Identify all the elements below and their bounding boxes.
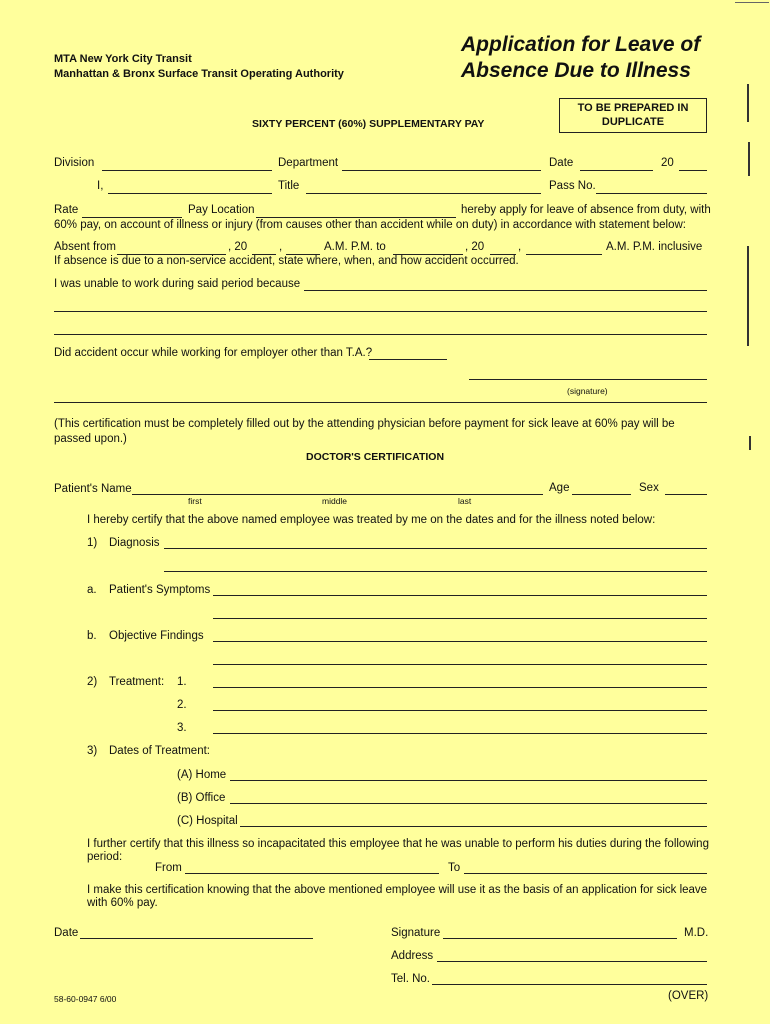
tel-field[interactable] [432, 984, 707, 985]
statement-text: 60% pay, on account of illness or injury (from causes other than accident while on duty) in accordance with statement below: [54, 219, 686, 231]
form-title-line2: Absence Due to Illness [461, 59, 691, 82]
treatment-3-field[interactable] [213, 733, 707, 734]
office-field[interactable] [230, 803, 707, 804]
absent-from-label: Absent from [54, 241, 116, 253]
edge-mark-1 [747, 84, 749, 122]
first-caption: first [188, 496, 202, 506]
section-divider [54, 402, 707, 403]
to-label: To [448, 862, 461, 874]
symptoms-field-1[interactable] [213, 595, 707, 596]
edge-mark-2 [748, 142, 750, 176]
pay-location-label: Pay Location [188, 204, 255, 216]
home-field[interactable] [230, 780, 707, 781]
org-subname: Manhattan & Bronx Surface Transit Operating Authority [54, 68, 344, 80]
rate-label: Rate [54, 204, 79, 216]
name-field[interactable] [108, 193, 272, 194]
accident-answer-field[interactable] [369, 359, 447, 360]
absent-comma: , [279, 241, 283, 253]
dates-number: 3) [87, 745, 98, 757]
address-field[interactable] [437, 961, 707, 962]
symptoms-letter: a. [87, 584, 97, 596]
sixty-percent-heading: SIXTY PERCENT (60%) SUPPLEMENTARY PAY [252, 118, 485, 130]
middle-caption: middle [322, 496, 348, 506]
signature-caption: (signature) [567, 386, 608, 396]
treatment-label: Treatment: [109, 676, 165, 688]
patient-name-field[interactable] [132, 494, 543, 495]
treatment-3-number: 3. [177, 722, 187, 734]
top-edge-mark [735, 2, 769, 3]
address-label: Address [391, 950, 434, 962]
duplicate-box-line2: DUPLICATE [601, 116, 665, 128]
division-label: Division [54, 157, 95, 169]
employee-signature-field[interactable] [469, 379, 707, 380]
i-label: I, [97, 180, 104, 192]
division-field[interactable] [102, 170, 272, 171]
sex-field[interactable] [665, 494, 707, 495]
findings-field-1[interactable] [213, 641, 707, 642]
symptoms-field-2[interactable] [213, 618, 707, 619]
treatment-2-field[interactable] [213, 710, 707, 711]
edge-mark-4 [749, 436, 751, 450]
age-label: Age [549, 482, 570, 494]
form-title-line1: Application for Leave of [461, 33, 701, 56]
year-field[interactable] [679, 170, 707, 171]
diagnosis-field-1[interactable] [164, 548, 707, 549]
pass-no-field[interactable] [596, 193, 707, 194]
to-field[interactable] [464, 873, 707, 874]
absent-to-comma: , [518, 241, 522, 253]
diagnosis-number: 1) [87, 537, 98, 549]
year-prefix: 20 [661, 157, 674, 169]
non-service-text: If absence is due to a non-service accident, state where, when, and how accident occurred. [54, 255, 519, 267]
pay-location-field[interactable] [256, 217, 456, 218]
make-cert-text: I make this certification knowing that the above mentioned employee will use it as the basis of an application for sick leave with 60% pay. [87, 884, 708, 909]
doctor-signature-field[interactable] [443, 938, 677, 939]
home-label: (A) Home [177, 769, 227, 781]
age-field[interactable] [572, 494, 631, 495]
unable-field-2[interactable] [54, 311, 707, 312]
unable-field-1[interactable] [304, 290, 707, 291]
md-label: M.D. [684, 927, 709, 939]
accident-question: Did accident occur while working for employer other than T.A.? [54, 347, 373, 359]
absent-to-time-field[interactable] [526, 254, 602, 255]
certification-note: (This certification must be completely filled out by the attending physician before payment for sick leave at 60% pay will be passed upon.) [54, 418, 675, 445]
rate-field[interactable] [82, 217, 182, 218]
treatment-1-number: 1. [177, 676, 187, 688]
department-field[interactable] [342, 170, 541, 171]
org-name: MTA New York City Transit [54, 53, 192, 65]
dates-label: Dates of Treatment: [109, 745, 210, 757]
am-pm-to: A.M. P.M. to [324, 241, 386, 253]
doctor-date-label: Date [54, 927, 79, 939]
patient-name-label: Patient's Name [54, 483, 132, 495]
findings-letter: b. [87, 630, 97, 642]
edge-mark-3 [747, 246, 749, 346]
diagnosis-label: Diagnosis [109, 537, 160, 549]
further-certify-text: I further certify that this illness so incapacitated this employee that he was unable to perform his duties during the following period: [87, 838, 709, 863]
date-label: Date [549, 157, 574, 169]
over-label: (OVER) [668, 990, 709, 1002]
form-number: 58-60-0947 6/00 [54, 994, 117, 1004]
treatment-1-field[interactable] [213, 687, 707, 688]
treatment-2-number: 2. [177, 699, 187, 711]
unable-label: I was unable to work during said period because [54, 278, 301, 290]
hereby-text: hereby apply for leave of absence from duty, with [461, 204, 711, 216]
pass-no-label: Pass No. [549, 180, 596, 192]
last-caption: last [458, 496, 472, 506]
duplicate-box-line1: TO BE PREPARED IN [577, 102, 689, 114]
unable-field-3[interactable] [54, 334, 707, 335]
department-label: Department [278, 157, 339, 169]
certify-text: I hereby certify that the above named employee was treated by me on the dates and for the illness noted below: [87, 514, 656, 526]
tel-label: Tel. No. [391, 973, 430, 985]
treatment-number: 2) [87, 676, 98, 688]
duplicate-box [559, 98, 707, 133]
office-label: (B) Office [177, 792, 226, 804]
absent-to-year: , 20 [465, 241, 485, 253]
findings-field-2[interactable] [213, 664, 707, 665]
absent-from-year: , 20 [228, 241, 248, 253]
hospital-field[interactable] [240, 826, 707, 827]
doctor-signature-label: Signature [391, 927, 441, 939]
hospital-label: (C) Hospital [177, 815, 238, 827]
sex-label: Sex [639, 482, 659, 494]
from-label: From [155, 862, 182, 874]
symptoms-label: Patient's Symptoms [109, 584, 211, 596]
title-label: Title [278, 180, 300, 192]
date-field[interactable] [580, 170, 653, 171]
diagnosis-field-2[interactable] [164, 571, 707, 572]
findings-label: Objective Findings [109, 630, 204, 642]
title-field[interactable] [306, 193, 541, 194]
doctor-cert-heading: DOCTOR'S CERTIFICATION [306, 451, 445, 463]
am-pm-inclusive: A.M. P.M. inclusive [606, 241, 703, 253]
from-field[interactable] [185, 873, 439, 874]
doctor-date-field[interactable] [80, 938, 313, 939]
